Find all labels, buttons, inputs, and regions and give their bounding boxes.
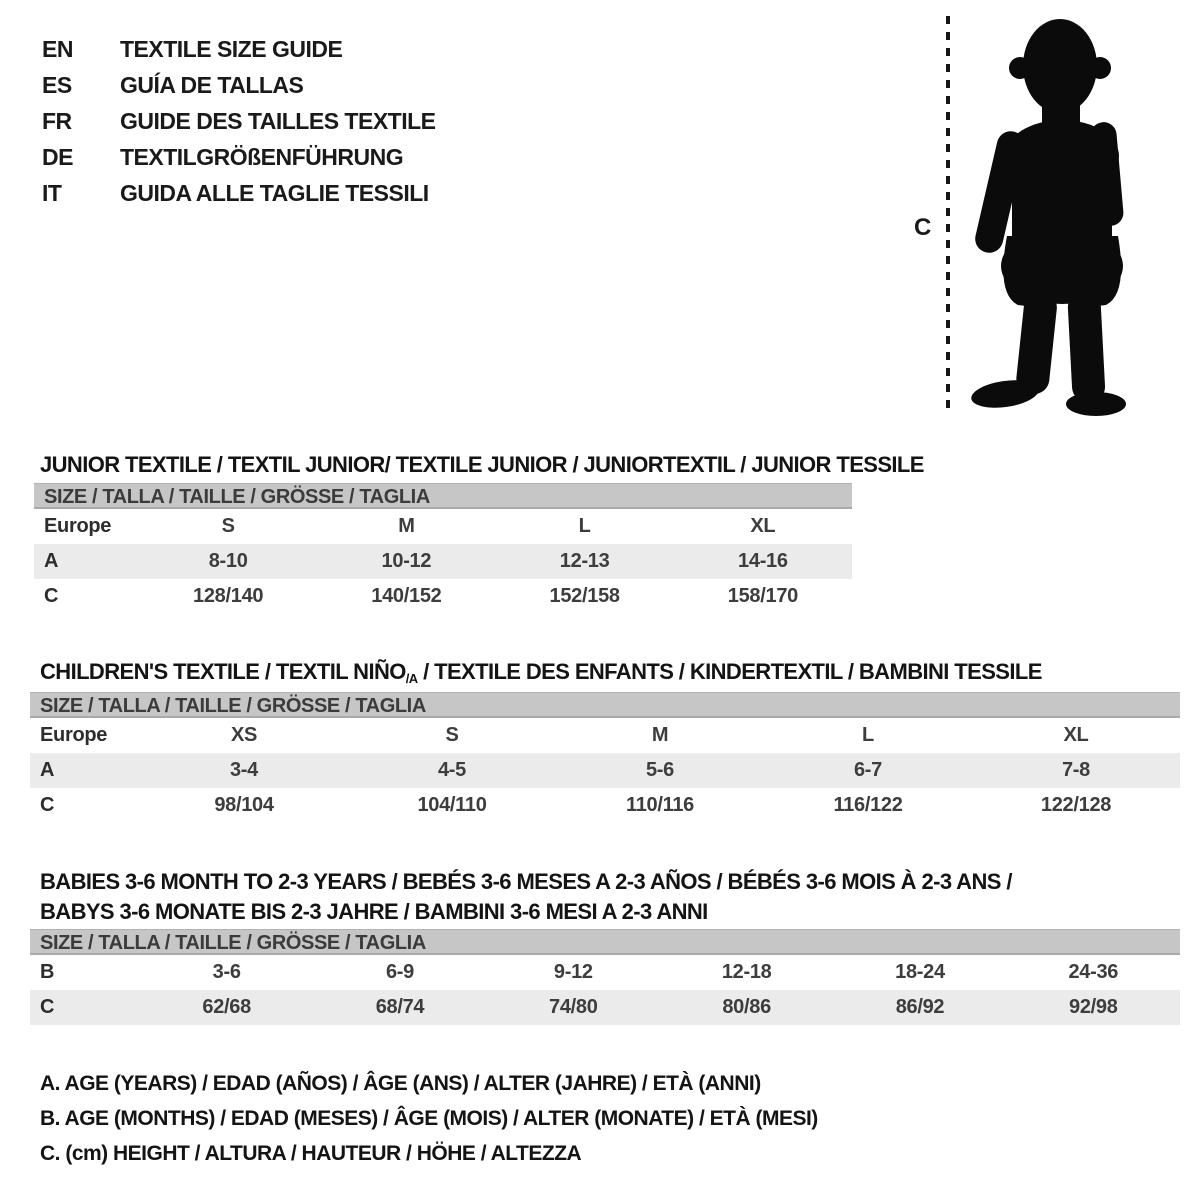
lang-code: DE — [42, 144, 73, 170]
babies-section-title-line2 — [40, 899, 708, 925]
value-cell: 122/128 — [1040, 794, 1112, 816]
value-cell: 6-9 — [385, 961, 414, 983]
value-cell: 18-24 — [895, 961, 945, 983]
babies-section-title-line1 — [40, 869, 1012, 895]
value-cell: 80/86 — [722, 996, 771, 1018]
language-title-block — [42, 31, 436, 211]
figure-height-label: C — [914, 214, 932, 241]
value-cell: 6-7 — [853, 759, 882, 781]
row-label-cell: C — [40, 794, 55, 816]
lang-code: FR — [42, 108, 72, 134]
size-header-bar: SIZE / TALLA / TAILLE / GRÖSSE / TAGLIA — [30, 929, 1180, 955]
value-cell: 62/68 — [202, 996, 251, 1018]
value-cell: 140/152 — [371, 585, 442, 607]
table-row-europe — [34, 509, 852, 544]
value-cell: 74/80 — [549, 996, 598, 1018]
lang-code: EN — [42, 36, 73, 62]
legend-line-a: A. AGE (YEARS) / EDAD (AÑOS) / ÂGE (ANS) / ALTER (JAHRE) / ETÀ (ANNI) — [40, 1072, 761, 1095]
junior-section-title — [40, 452, 924, 478]
table-row-b — [30, 955, 1180, 990]
value-cell: 12-13 — [559, 550, 610, 572]
row-label-cell: C — [44, 585, 59, 607]
lang-code: IT — [42, 180, 62, 206]
value-cell: 3-4 — [229, 759, 258, 781]
lang-title: TEXTILE SIZE GUIDE — [120, 36, 343, 62]
legend-line-b: B. AGE (MONTHS) / EDAD (MESES) / ÂGE (MOIS) / ALTER (MONATE) / ETÀ (MESI) — [40, 1107, 818, 1130]
row-label-cell: C — [40, 996, 55, 1018]
value-cell: 116/122 — [833, 794, 903, 816]
lang-title: GUIDE DES TAILLES TEXTILE — [120, 108, 436, 134]
lang-code: ES — [42, 72, 72, 98]
table-row-c — [30, 788, 1180, 823]
babies-title-text1: BABIES 3-6 MONTH TO 2-3 YEARS / BEBÉS 3-6 MESES A 2-3 AÑOS / BÉBÉS 3-6 MOIS À 2-3 ANS / — [40, 869, 1012, 895]
value-cell: 128/140 — [193, 585, 264, 607]
babies-size-table — [30, 929, 1180, 1025]
children-section-title — [40, 659, 1042, 688]
value-cell: 110/116 — [626, 794, 694, 816]
value-cell: M — [651, 724, 669, 746]
children-title-post: / TEXTILE DES ENFANTS / KINDERTEXTIL / BAMBINI TESSILE — [417, 659, 1042, 685]
size-header-bar: SIZE / TALLA / TAILLE / GRÖSSE / TAGLIA — [34, 483, 852, 509]
lang-title: GUÍA DE TALLAS — [120, 72, 304, 98]
value-cell: 86/92 — [895, 996, 945, 1018]
value-cell: S — [221, 515, 235, 537]
babies-title-text2: BABYS 3-6 MONATE BIS 2-3 JAHRE / BAMBINI 3-6 MESI A 2-3 ANNI — [40, 899, 708, 925]
value-cell: 10-12 — [381, 550, 432, 572]
value-cell: 9-12 — [553, 961, 593, 983]
value-cell: 8-10 — [208, 550, 248, 572]
value-cell: 3-6 — [212, 961, 241, 983]
value-cell: 92/98 — [1069, 996, 1118, 1018]
table-row-a — [34, 544, 852, 579]
height-dashed-line — [946, 16, 950, 416]
value-cell: 98/104 — [214, 794, 274, 816]
value-cell: 14-16 — [738, 550, 788, 572]
size-header-bar: SIZE / TALLA / TAILLE / GRÖSSE / TAGLIA — [30, 692, 1180, 718]
value-cell: XL — [1063, 724, 1089, 746]
children-title-sub: /A — [405, 671, 418, 687]
legend-line-c: C. (cm) HEIGHT / ALTURA / HAUTEUR / HÖHE / ALTEZZA — [40, 1142, 582, 1165]
value-cell: 4-5 — [437, 759, 466, 781]
value-cell: 158/170 — [727, 585, 798, 607]
table-row-europe — [30, 718, 1180, 753]
row-label-cell: Europe — [40, 724, 108, 746]
table-row-c — [30, 990, 1180, 1025]
value-cell: L — [578, 515, 591, 537]
row-label-cell: Europe — [44, 515, 112, 537]
value-cell: M — [398, 515, 415, 537]
measurement-legend — [40, 1066, 818, 1171]
table-row-c — [34, 579, 852, 614]
children-title-pre: CHILDREN'S TEXTILE / TEXTIL NIÑO — [40, 659, 406, 685]
value-cell: XL — [750, 515, 776, 537]
value-cell: 12-18 — [721, 961, 772, 983]
value-cell: L — [862, 724, 874, 746]
junior-size-table — [34, 483, 852, 614]
row-label-cell: B — [40, 961, 55, 983]
row-label-cell: A — [44, 550, 59, 572]
baby-silhouette — [960, 14, 1140, 416]
lang-title: TEXTILGRÖßENFÜHRUNG — [120, 144, 404, 170]
value-cell: 104/110 — [417, 794, 487, 816]
value-cell: 24-36 — [1068, 961, 1119, 983]
value-cell: 152/158 — [549, 585, 620, 607]
junior-title-text: JUNIOR TEXTILE / TEXTIL JUNIOR/ TEXTILE JUNIOR / JUNIORTEXTIL / JUNIOR TESSILE — [40, 452, 924, 478]
lang-title: GUIDA ALLE TAGLIE TESSILI — [120, 180, 429, 206]
value-cell: 68/74 — [375, 996, 425, 1018]
value-cell: XS — [230, 724, 258, 746]
value-cell: S — [445, 724, 459, 746]
value-cell: 5-6 — [645, 759, 674, 781]
value-cell: 7-8 — [1061, 759, 1090, 781]
children-size-table — [30, 692, 1180, 823]
row-label-cell: A — [40, 759, 55, 781]
table-row-a — [30, 753, 1180, 788]
